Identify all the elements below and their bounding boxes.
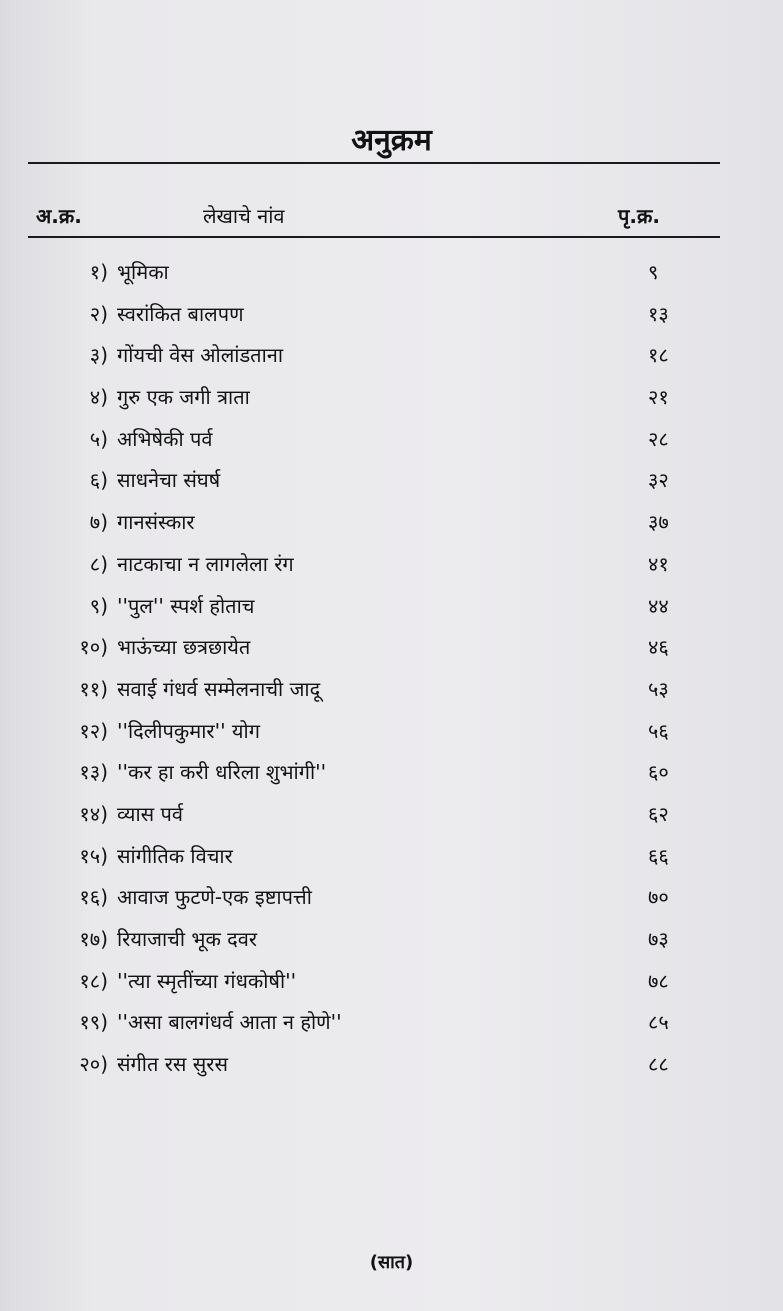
toc-entry-page: १३: [648, 301, 669, 326]
toc-entry-title: ''दिलीपकुमार'' योग: [117, 718, 260, 743]
toc-entry-page: ७८: [648, 968, 669, 993]
toc-entry-number: ५): [89, 426, 108, 451]
toc-entry-number: ११): [79, 676, 108, 701]
toc-entry-number: २): [89, 301, 108, 326]
toc-entry-title: ''त्या स्मृतींच्या गंधकोषी'': [117, 968, 297, 993]
toc-entry-number: १०): [79, 635, 108, 660]
toc-row: [0, 1002, 783, 1044]
toc-entry-number: १६): [79, 885, 108, 910]
toc-entry-title: ''पुल'' स्पर्श होताच: [117, 593, 255, 618]
toc-entry-number: १४): [79, 801, 108, 826]
header-number: अ.क्र.: [36, 204, 82, 228]
toc-entry-title: व्यास पर्व: [117, 801, 183, 826]
toc-entry-page: ६६: [648, 843, 669, 868]
toc-entry-page: ५३: [648, 676, 669, 701]
toc-row: [0, 1044, 783, 1086]
toc-entry-title: आवाज फुटणे-एक इष्टापत्ती: [117, 885, 312, 910]
toc-entry-number: ७): [89, 510, 108, 535]
toc-row: [0, 836, 783, 878]
toc-entry-number: १५): [79, 843, 108, 868]
toc-entry-title: सांगीतिक विचार: [117, 843, 233, 868]
toc-entry-number: १३): [79, 760, 108, 785]
toc-row: [0, 544, 783, 586]
page-title: अनुक्रम: [351, 123, 432, 158]
toc-entry-page: ४४: [648, 593, 669, 618]
toc-entry-page: ४६: [648, 635, 669, 660]
toc-entry-title: साधनेचा संघर्ष: [117, 468, 221, 493]
toc-row: [0, 711, 783, 753]
toc-entry-number: ४): [89, 385, 108, 410]
toc-entry-title: ''कर हा करी धरिला शुभांगी'': [117, 760, 327, 785]
toc-row: [0, 460, 783, 502]
title-rule: [28, 162, 720, 164]
toc-entry-number: १९): [79, 1010, 108, 1035]
toc-entry-title: संगीत रस सुरस: [117, 1052, 228, 1077]
toc-entry-number: २०): [79, 1052, 108, 1077]
toc-row: [0, 961, 783, 1003]
toc-entry-page: ७०: [648, 885, 669, 910]
page-number: (सात): [369, 1252, 414, 1273]
toc-entry-title: नाटकाचा न लागलेला रंग: [117, 551, 294, 576]
toc-row: [0, 335, 783, 377]
header-page: पृ.क्र.: [618, 204, 660, 228]
toc-entry-number: १८): [79, 968, 108, 993]
toc-entry-number: ३): [89, 343, 108, 368]
toc-row: [0, 294, 783, 336]
toc-row: [0, 419, 783, 461]
toc-entry-page: ६२: [648, 801, 669, 826]
toc-row: [0, 252, 783, 294]
header-name: लेखाचे नांव: [203, 204, 285, 228]
toc-entry-page: ५६: [648, 718, 669, 743]
toc-entry-number: ६): [89, 468, 108, 493]
toc-entry-number: ८): [89, 551, 108, 576]
toc-entry-page: ४१: [648, 551, 669, 576]
toc-row: [0, 377, 783, 419]
toc-entry-title: रियाजाची भूक दवर: [117, 927, 258, 951]
header-rule: [28, 236, 720, 238]
table-of-contents: [0, 252, 783, 1086]
toc-entry-number: ९): [89, 593, 108, 618]
toc-entry-title: गोंयची वेस ओलांडताना: [117, 343, 284, 368]
toc-entry-number: १७): [79, 927, 108, 951]
toc-entry-page: १८: [648, 343, 669, 368]
toc-row: [0, 919, 783, 961]
toc-entry-title: अभिषेकी पर्व: [117, 426, 213, 451]
toc-entry-page: ३२: [648, 468, 669, 493]
toc-entry-page: २१: [648, 385, 669, 410]
toc-entry-title: स्वरांकित बालपण: [117, 301, 244, 326]
toc-row: [0, 669, 783, 711]
toc-entry-page: ३७: [648, 510, 669, 535]
toc-entry-page: ८५: [648, 1010, 669, 1035]
toc-entry-title: भाऊंच्या छत्रछायेत: [117, 635, 251, 660]
toc-row: [0, 794, 783, 836]
toc-entry-title: सवाई गंधर्व सम्मेलनाची जादू: [117, 676, 321, 701]
toc-entry-page: २८: [648, 426, 669, 451]
toc-row: [0, 752, 783, 794]
toc-entry-title: ''असा बालगंधर्व आता न होणे'': [117, 1010, 342, 1035]
toc-entry-number: १२): [79, 718, 108, 743]
toc-entry-title: गुरु एक जगी त्राता: [117, 385, 250, 410]
toc-entry-title: भूमिका: [117, 260, 169, 284]
toc-entry-page: ७३: [648, 927, 669, 951]
toc-row: [0, 627, 783, 669]
toc-entry-page: ६०: [648, 760, 669, 785]
toc-entry-page: ८८: [648, 1052, 669, 1077]
toc-entry-page: ९: [648, 260, 659, 284]
toc-entry-title: गानसंस्कार: [117, 510, 195, 535]
toc-entry-number: १): [89, 260, 108, 284]
toc-row: [0, 502, 783, 544]
toc-row: [0, 877, 783, 919]
toc-row: [0, 586, 783, 628]
